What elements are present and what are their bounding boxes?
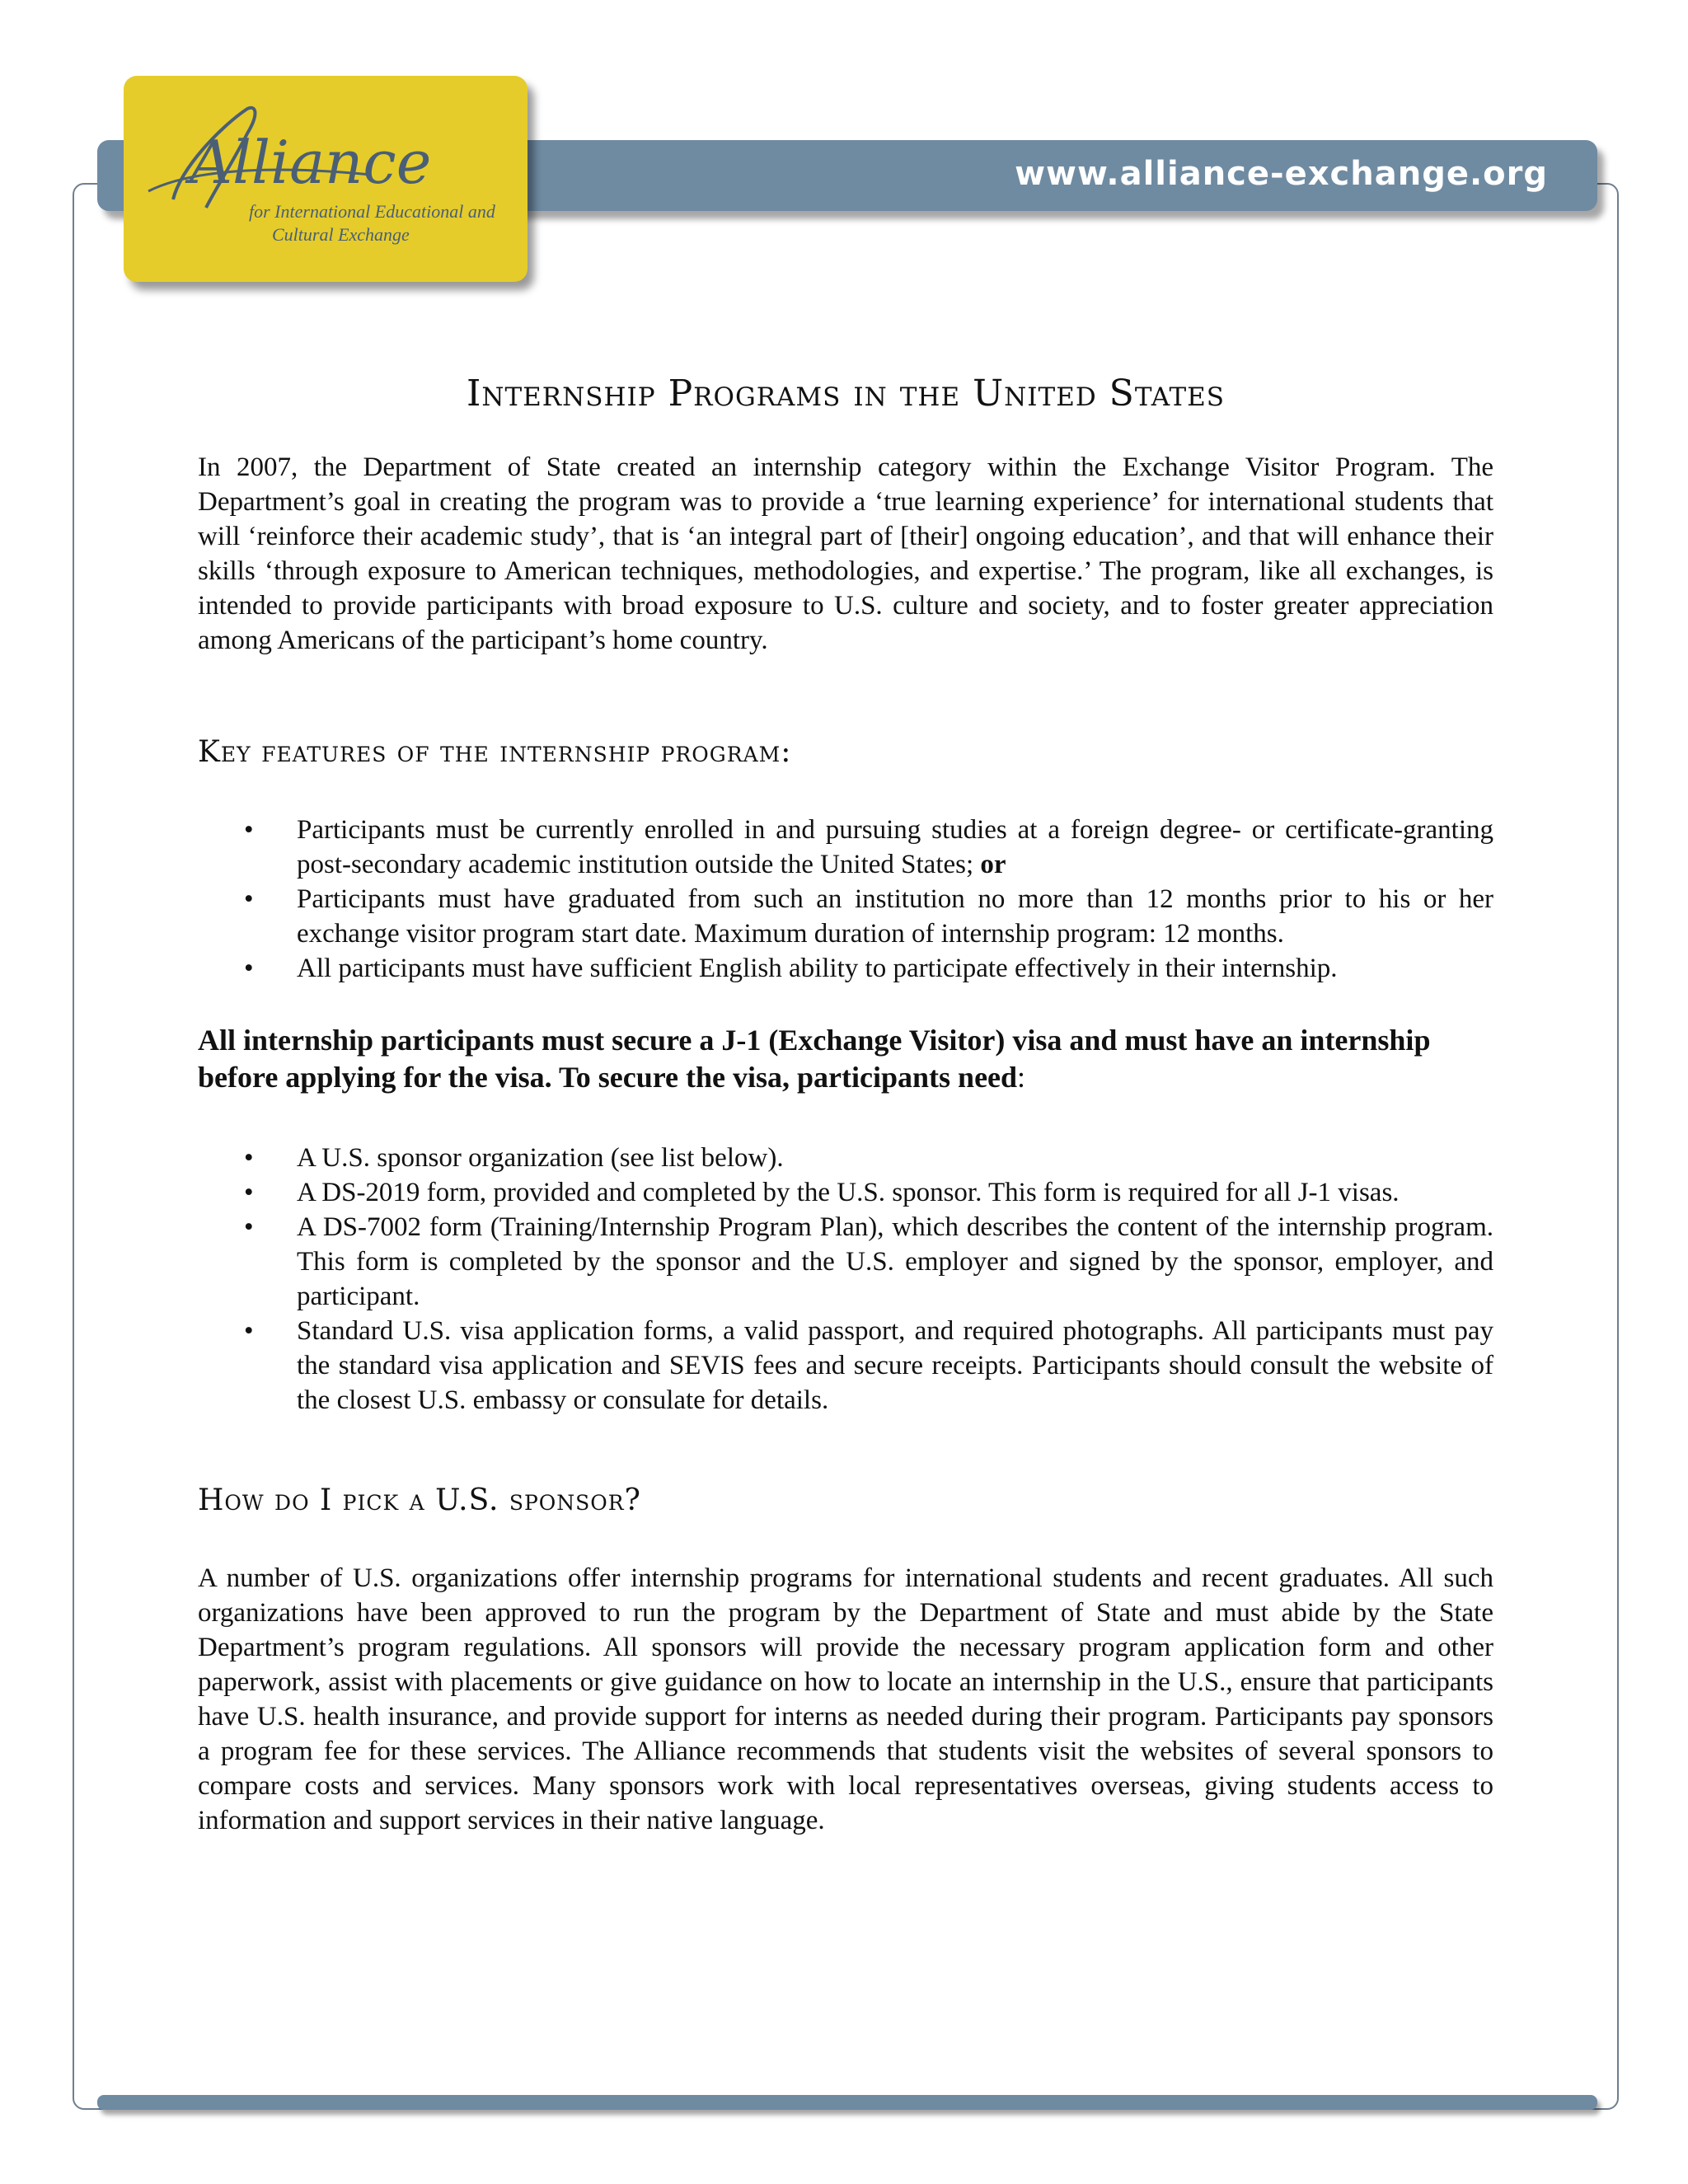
bullet-icon: • — [244, 1178, 254, 1207]
bullet-icon: • — [244, 954, 254, 983]
logo-tagline-line1: for International Educational and — [249, 201, 495, 222]
list-item: • Participants must have graduated from such an institution no more than 12 months prior to his or her exchange visitor program start date. Maximum duration of internship program: 12 months. — [198, 882, 1493, 951]
intro-paragraph: In 2007, the Department of State created an internship category within the Exchange Visitor Program. The Department’s goal in creating the program was to provide a ‘true learning experience’ for international students that will ‘reinforce their academic study’, that is ‘an integral part of [their] ongoing education’, and that will enhance their skills ‘through exposure to American techniques, methodologies, and expertise.’ The program, like all exchanges, is intended to provide participants with broad exposure to U.S. culture and society, and to foster greater appreciation among Americans of the participant’s home country. — [198, 452, 1493, 655]
bullet-icon: • — [244, 1143, 254, 1173]
list-item: • All participants must have sufficient English ability to participate effectively in their internship. — [198, 951, 1493, 986]
sponsor-paragraph: A number of U.S. organizations offer internship programs for international students and recent graduates. All such organizations have been approved to run the program by the Department of State and must abide by the State Department’s program regulations. All sponsors will provide the necessary program application form and other paperwork, assist with placements or give guidance on how to locate an internship in the U.S., ensure that participants have U.S. health insurance, and provide support for interns as needed during their program. Participants pay sponsors a program fee for these services. The Alliance recommends that students visit the websites of several sponsors to compare costs and services. Many sponsors work with local representatives overseas, giving students access to information and support services in their native language. — [198, 1563, 1493, 1835]
logo-tagline-line2: Cultural Exchange — [272, 224, 410, 245]
footer-bar — [97, 2095, 1597, 2110]
alliance-logo — [124, 76, 528, 282]
website-url[interactable]: www.alliance-exchange.org — [1015, 155, 1548, 193]
key-features-list — [198, 813, 1493, 986]
visa-requirements-list — [198, 1141, 1493, 1418]
visa-requirement-statement: All internship participants must secure a J-1 (Exchange Visitor) visa and must have an internship before applying for the visa. To secure the visa, participants need: — [198, 1024, 1431, 1094]
list-item: • Participants must be currently enrolled in and pursuing studies at a foreign degree- or certificate-granting post-secondary academic institution outside the United States; or — [198, 813, 1493, 882]
page-title: Internship Programs in the United States — [466, 373, 1226, 415]
sponsor-heading: How do I pick a U.S. sponsor? — [198, 1483, 641, 1517]
bullet-icon: • — [244, 1212, 254, 1242]
list-item: • A U.S. sponsor organization (see list below). — [198, 1141, 1493, 1175]
key-features-heading: Key features of the internship program: — [198, 735, 792, 769]
logo-wordmark: Alliance — [190, 128, 432, 197]
list-item: • A DS-2019 form, provided and completed by the U.S. sponsor. This form is required for all J-1 visas. — [198, 1175, 1493, 1210]
alliance-logo-graphic — [124, 76, 528, 282]
bullet-icon: • — [244, 884, 254, 914]
list-item: • Standard U.S. visa application forms, a valid passport, and required photographs. All participants must pay the standard visa application and SEVIS fees and secure receipts. Participants should consult the website of the closest U.S. embassy or consulate for details. — [198, 1314, 1493, 1418]
bullet-icon: • — [244, 815, 254, 845]
list-item: • A DS-7002 form (Training/Internship Program Plan), which describes the content of the internship program. This form is completed by the sponsor and the U.S. employer and signed by the sponsor, employer, and participant. — [198, 1210, 1493, 1314]
bullet-icon: • — [244, 1316, 254, 1346]
